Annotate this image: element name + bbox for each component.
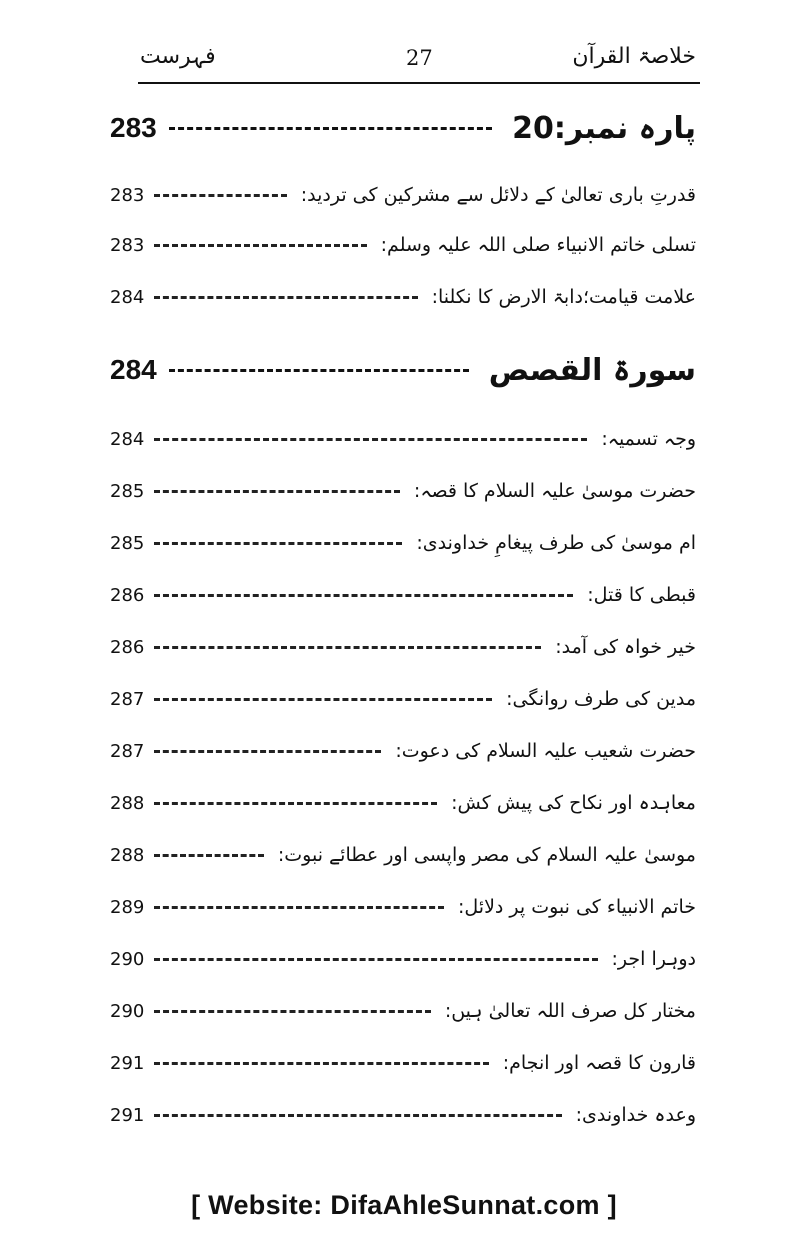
entry-page: 290 xyxy=(110,948,145,970)
toc-entry xyxy=(110,630,696,664)
leader-dots xyxy=(154,194,287,197)
entry-page: 284 xyxy=(110,286,145,308)
toc-entry xyxy=(110,422,696,456)
entry-page: 291 xyxy=(110,1104,145,1126)
entry-title: معاہدہ اور نکاح کی پیش کش: xyxy=(451,792,696,814)
entry-title: مختار کل صرف اللہ تعالیٰ ہیں: xyxy=(444,1000,696,1022)
entry-title: حضرت شعیب علیہ السلام کی دعوت: xyxy=(395,740,696,762)
entry-page: 291 xyxy=(110,1052,145,1074)
toc-entry xyxy=(110,578,696,612)
entry-page: 289 xyxy=(110,896,145,918)
toc-entry xyxy=(110,1046,696,1080)
entry-page: 287 xyxy=(110,740,145,762)
entry-title: خاتم الانبیاء کی نبوت پر دلائل: xyxy=(457,896,696,918)
entry-title: تسلی خاتم الانبیاء صلی اللہ علیہ وسلم: xyxy=(380,234,696,256)
entry-title: وعدہ خداوندی: xyxy=(575,1104,696,1126)
page-number: 27 xyxy=(406,46,433,70)
leader-dots xyxy=(154,750,381,753)
heading-title: پارہ نمبر:20 xyxy=(512,110,696,146)
toc-entry xyxy=(110,786,696,820)
entry-title: قدرتِ باری تعالیٰ کے دلائل سے مشرکین کی تردید: xyxy=(300,184,696,206)
entry-title: قارون کا قصہ اور انجام: xyxy=(502,1052,696,1074)
entry-page: 285 xyxy=(110,480,145,502)
leader-dots xyxy=(154,244,367,247)
leader-dots xyxy=(154,1010,431,1013)
entry-page: 286 xyxy=(110,584,145,606)
leader-dots xyxy=(154,594,573,597)
toc-entry xyxy=(110,994,696,1028)
toc-entry xyxy=(110,526,696,560)
toc-entry xyxy=(110,1098,696,1132)
entry-title: موسیٰ علیہ السلام کی مصر واپسی اور عطائے نبوت: xyxy=(277,844,696,866)
leader-dots xyxy=(154,542,402,545)
entry-page: 286 xyxy=(110,636,145,658)
toc-heading xyxy=(110,108,696,148)
entry-page: 284 xyxy=(110,428,145,450)
leader-dots xyxy=(154,698,492,701)
leader-dots xyxy=(154,958,598,961)
heading-title: سورۃ القصص xyxy=(488,352,696,388)
entry-page: 285 xyxy=(110,532,145,554)
book-title: خلاصۃ القرآن xyxy=(572,44,696,69)
entry-page: 287 xyxy=(110,688,145,710)
leader-dots xyxy=(154,1114,562,1117)
entry-title: وجہ تسمیہ: xyxy=(601,428,696,450)
toc-entry xyxy=(110,178,696,212)
toc-entry xyxy=(110,228,696,262)
entry-title: مدین کی طرف روانگی: xyxy=(506,688,696,710)
leader-dots xyxy=(154,438,587,441)
section-title: فہرست xyxy=(140,44,216,69)
toc-entry xyxy=(110,734,696,768)
entry-title: حضرت موسیٰ علیہ السلام کا قصہ: xyxy=(413,480,696,502)
leader-dots xyxy=(154,906,444,909)
header-rule xyxy=(138,82,700,84)
leader-dots xyxy=(154,1062,489,1065)
leader-dots xyxy=(154,854,264,857)
entry-page: 288 xyxy=(110,792,145,814)
entry-page: 283 xyxy=(110,184,145,206)
entry-page: 288 xyxy=(110,844,145,866)
entry-page: 290 xyxy=(110,1000,145,1022)
toc-entry xyxy=(110,682,696,716)
toc-entry xyxy=(110,890,696,924)
heading-page: 284 xyxy=(110,354,157,385)
website-footer: [ Website: DifaAhleSunnat.com ] xyxy=(191,1190,617,1220)
entry-title: دوہرا اجر: xyxy=(611,948,696,970)
toc-entry xyxy=(110,280,696,314)
entry-title: قبطی کا قتل: xyxy=(587,584,696,606)
entry-title: علامت قیامت؛دابۃ الارض کا نکلنا: xyxy=(431,286,696,308)
leader-dots xyxy=(154,490,400,493)
leader-dots xyxy=(154,802,437,805)
heading-page: 283 xyxy=(110,112,157,143)
toc-entry xyxy=(110,474,696,508)
leader-dots xyxy=(154,646,541,649)
toc-entry xyxy=(110,942,696,976)
toc-entry xyxy=(110,838,696,872)
entry-title: ام موسیٰ کی طرف پیغامِ خداوندی: xyxy=(416,532,696,554)
entry-title: خیر خواہ کی آمد: xyxy=(555,636,696,658)
leader-dots xyxy=(169,369,469,372)
entry-page: 283 xyxy=(110,234,145,256)
toc-heading xyxy=(110,350,696,390)
page-header xyxy=(138,38,700,82)
leader-dots xyxy=(169,127,492,130)
leader-dots xyxy=(154,296,418,299)
